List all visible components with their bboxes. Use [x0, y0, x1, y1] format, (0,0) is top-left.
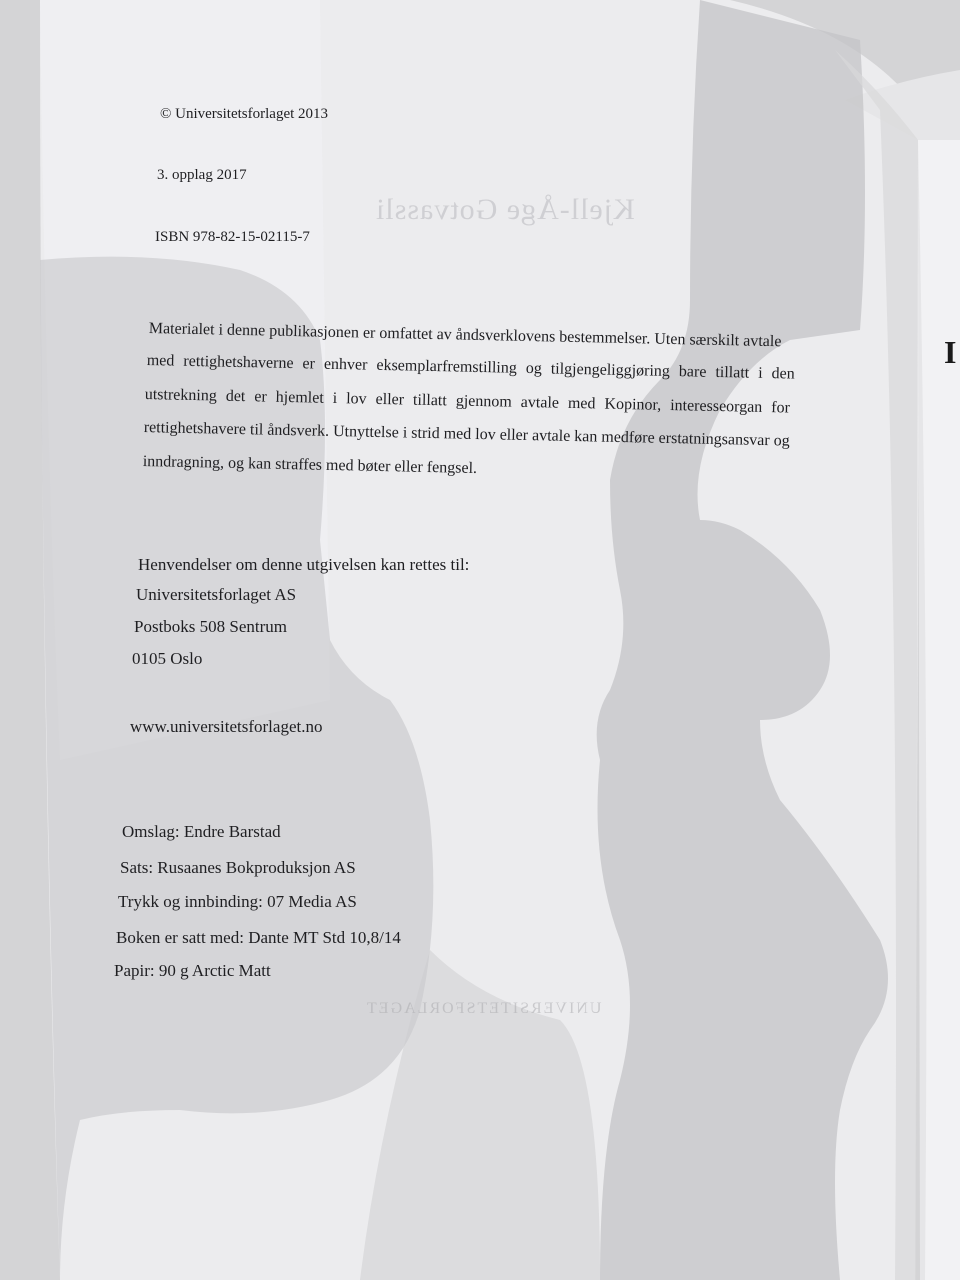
credit-line: Trykk og innbinding: 07 Media AS	[118, 892, 357, 911]
credit-line: Omslag: Endre Barstad	[122, 822, 281, 841]
city: 0105 Oslo	[132, 649, 203, 668]
credit-line: Boken er satt med: Dante MT Std 10,8/14	[116, 928, 401, 947]
adjacent-page-letter: I	[944, 334, 957, 370]
bleed-through-author: Kjell-Åge Gotvassli	[375, 193, 635, 226]
edition-line: 3. opplag 2017	[157, 167, 247, 183]
bleed-through-publisher: UNIVERSITETSFORLAGET	[365, 1000, 602, 1017]
legal-line: med rettighetshaverne er enhver eksemplarfremstilling og tilgjengeliggjøring bare tillatt i den	[146, 352, 795, 383]
legal-line: inndragning, og kan straffes med bøter eller fengsel.	[142, 453, 478, 477]
legal-line: Materialet i denne publikasjonen er omfattet av åndsverklovens bestemmelser. Uten særskilt avtale	[148, 320, 782, 351]
contact-intro: Henvendelser om denne utgivelsen kan rettes til:	[138, 555, 470, 574]
publisher-name: Universitetsforlaget AS	[136, 585, 297, 604]
legal-line: rettighetshavere til åndsverk. Utnyttelse i strid med lov eller avtale kan medføre erstatningsansvar og	[143, 419, 790, 450]
isbn-line: ISBN 978-82-15-02115-7	[155, 229, 310, 245]
website-link: www.universitetsforlaget.no	[130, 717, 323, 736]
postbox: Postboks 508 Sentrum	[134, 617, 288, 636]
credit-line: Sats: Rusaanes Bokproduksjon AS	[120, 858, 356, 877]
copyright-line: © Universitetsforlaget 2013	[160, 106, 329, 122]
credit-line: Papir: 90 g Arctic Matt	[114, 961, 271, 980]
legal-line: utstrekning det er hjemlet i lov eller tillatt gjennom avtale med Kopinor, interesseorgan for	[144, 386, 791, 417]
